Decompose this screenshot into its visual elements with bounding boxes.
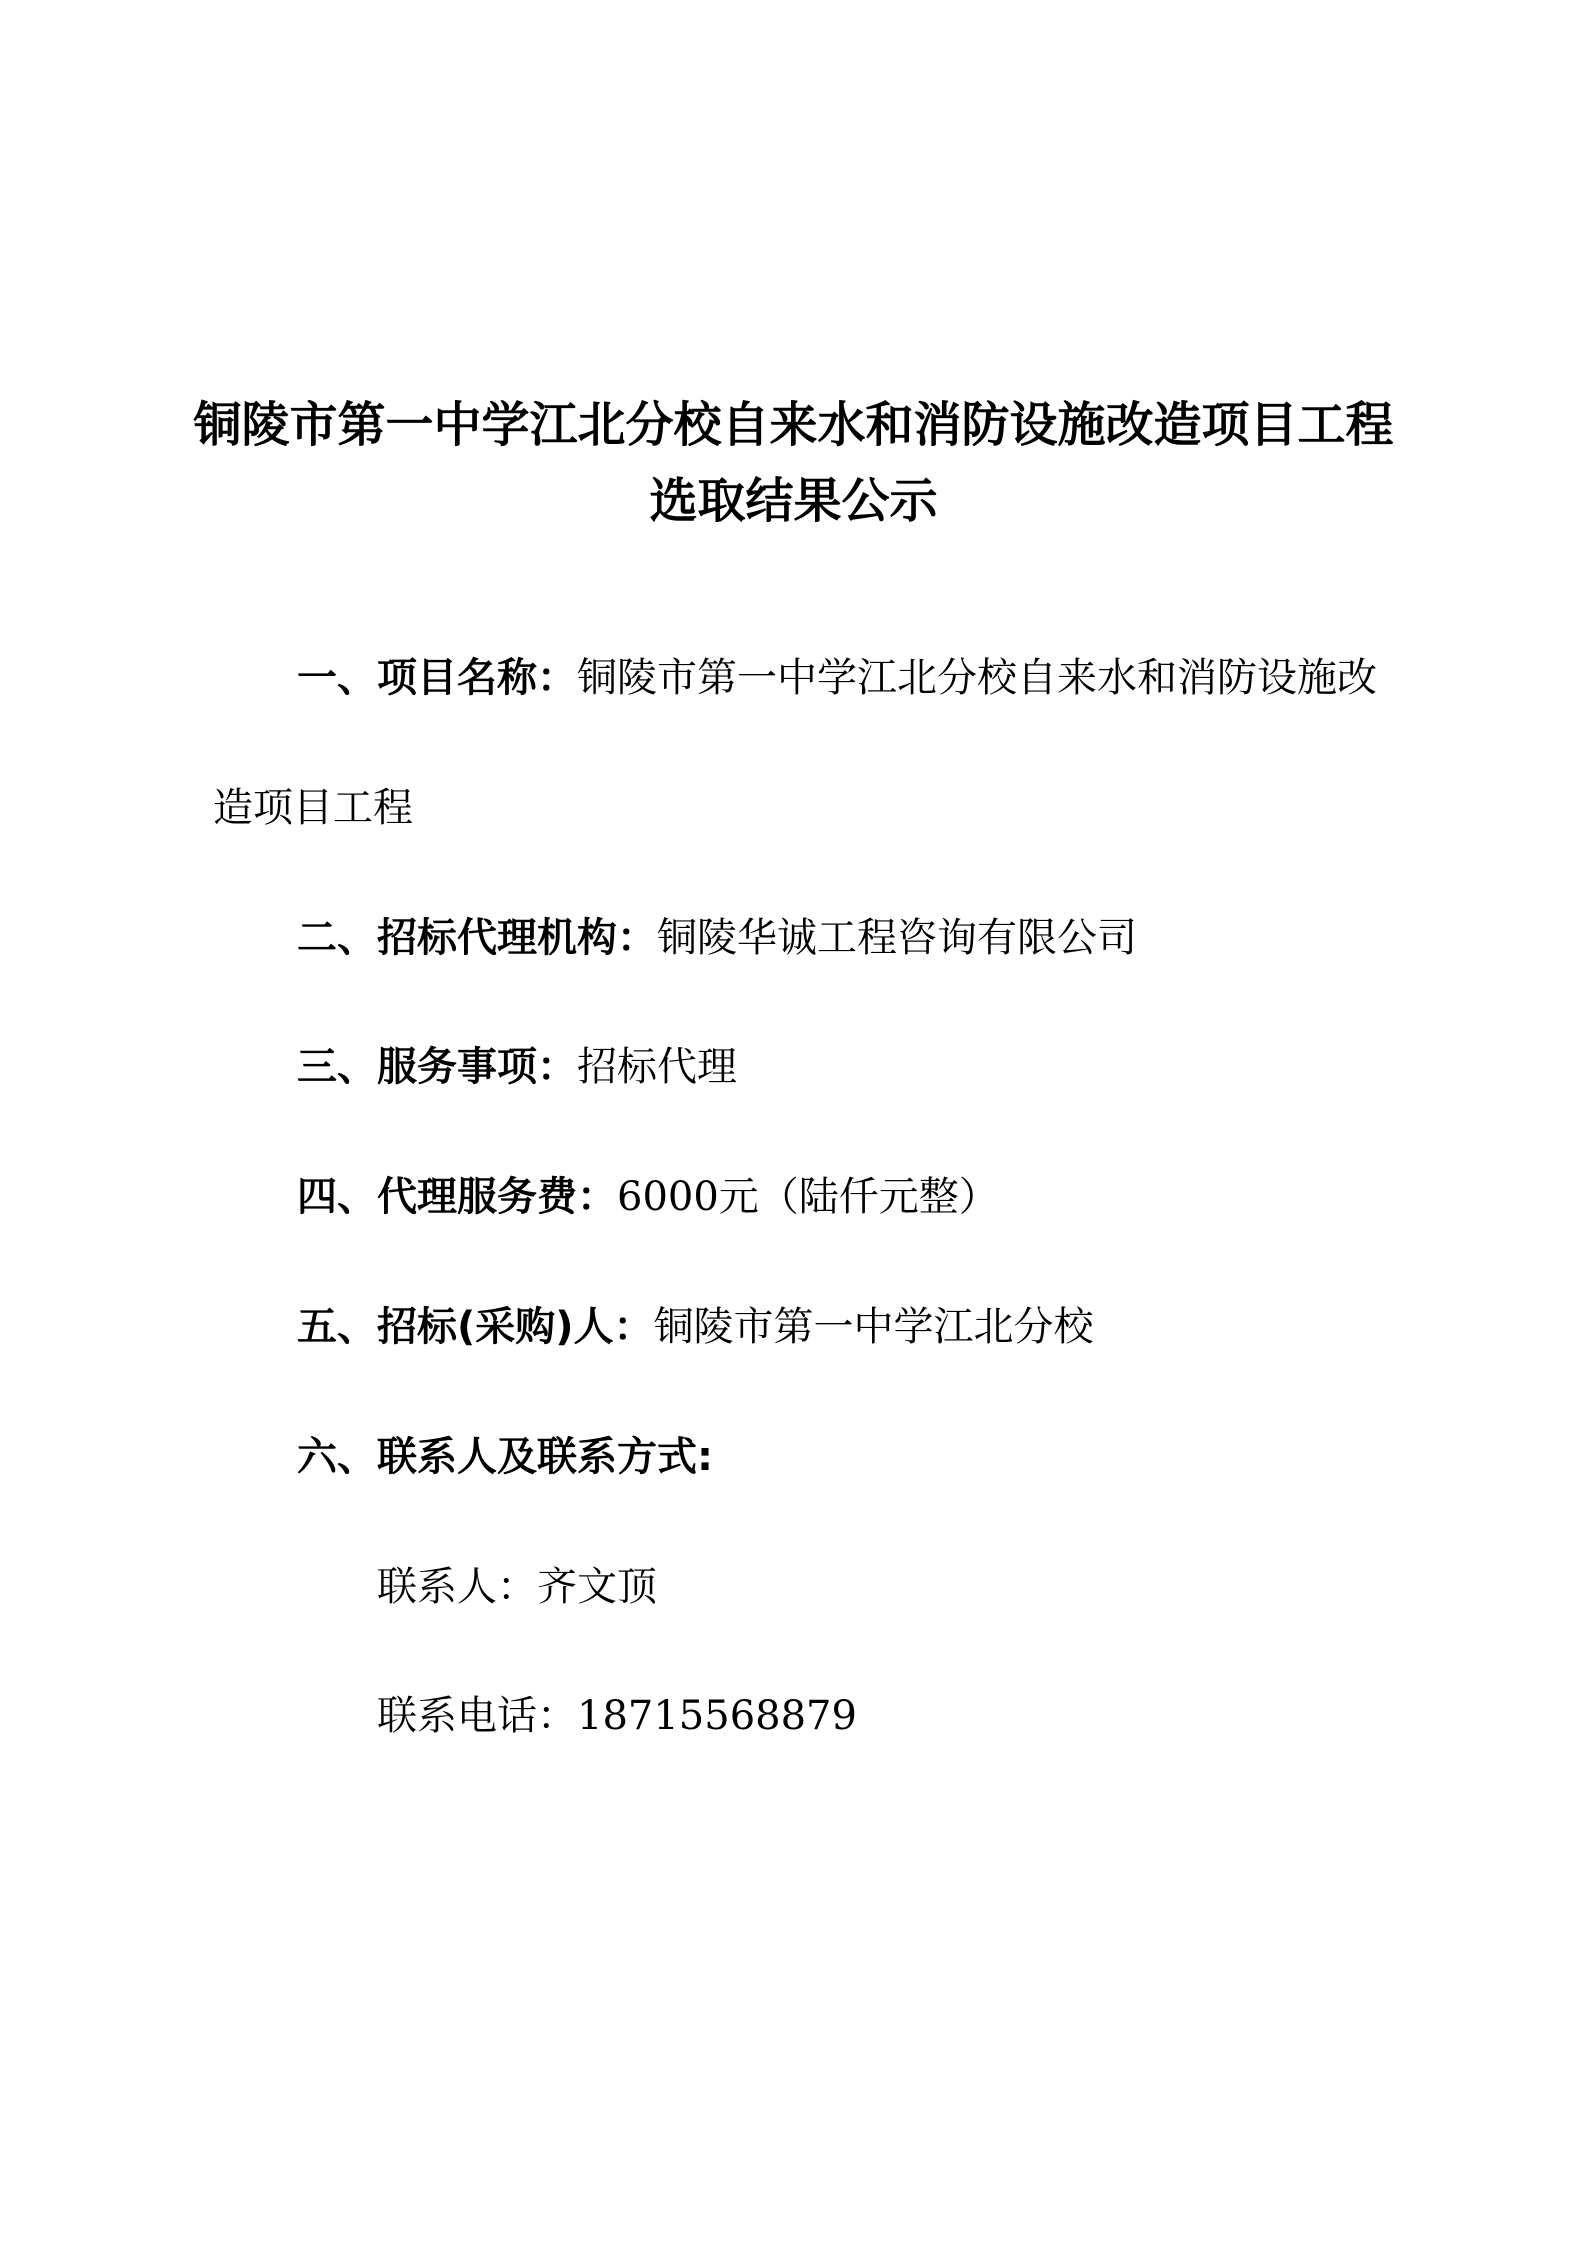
item-project-name-continued [213,784,413,832]
project-name-value-continued: 造项目工程 [213,785,413,831]
item-contact-phone [377,1692,857,1740]
document-title-line-1: 铜陵市第一中学江北分校自来水和消防设施改造项目工程 [193,397,1394,453]
item-contact [297,1433,713,1481]
fee-value: 6000元（陆仟元整） [617,1174,999,1220]
tenderer-value: 铜陵市第一中学江北分校 [653,1304,1094,1350]
contact-person-value: 齐文顶 [537,1564,657,1610]
project-name-label: 一、项目名称： [297,655,577,701]
agency-value: 铜陵华诚工程咨询有限公司 [657,915,1137,961]
item-contact-person [377,1563,657,1611]
item-fee [297,1173,999,1221]
agency-label: 二、招标代理机构： [297,915,657,961]
service-value: 招标代理 [577,1044,737,1090]
item-agency [297,914,1137,962]
document-title-line-2: 选取结果公示 [649,473,938,529]
item-tenderer [297,1303,1094,1351]
item-service [297,1043,737,1091]
contact-label: 六、联系人及联系方式: [297,1434,713,1480]
tenderer-label: 五、招标(采购)人： [297,1304,654,1350]
item-project-name [297,654,1377,702]
contact-person-label: 联系人： [377,1564,537,1610]
contact-phone-value: 18715568879 [577,1693,857,1739]
service-label: 三、服务事项： [297,1044,577,1090]
project-name-value: 铜陵市第一中学江北分校自来水和消防设施改 [577,655,1377,701]
fee-label: 四、代理服务费： [297,1174,617,1220]
contact-phone-label: 联系电话： [377,1693,577,1739]
